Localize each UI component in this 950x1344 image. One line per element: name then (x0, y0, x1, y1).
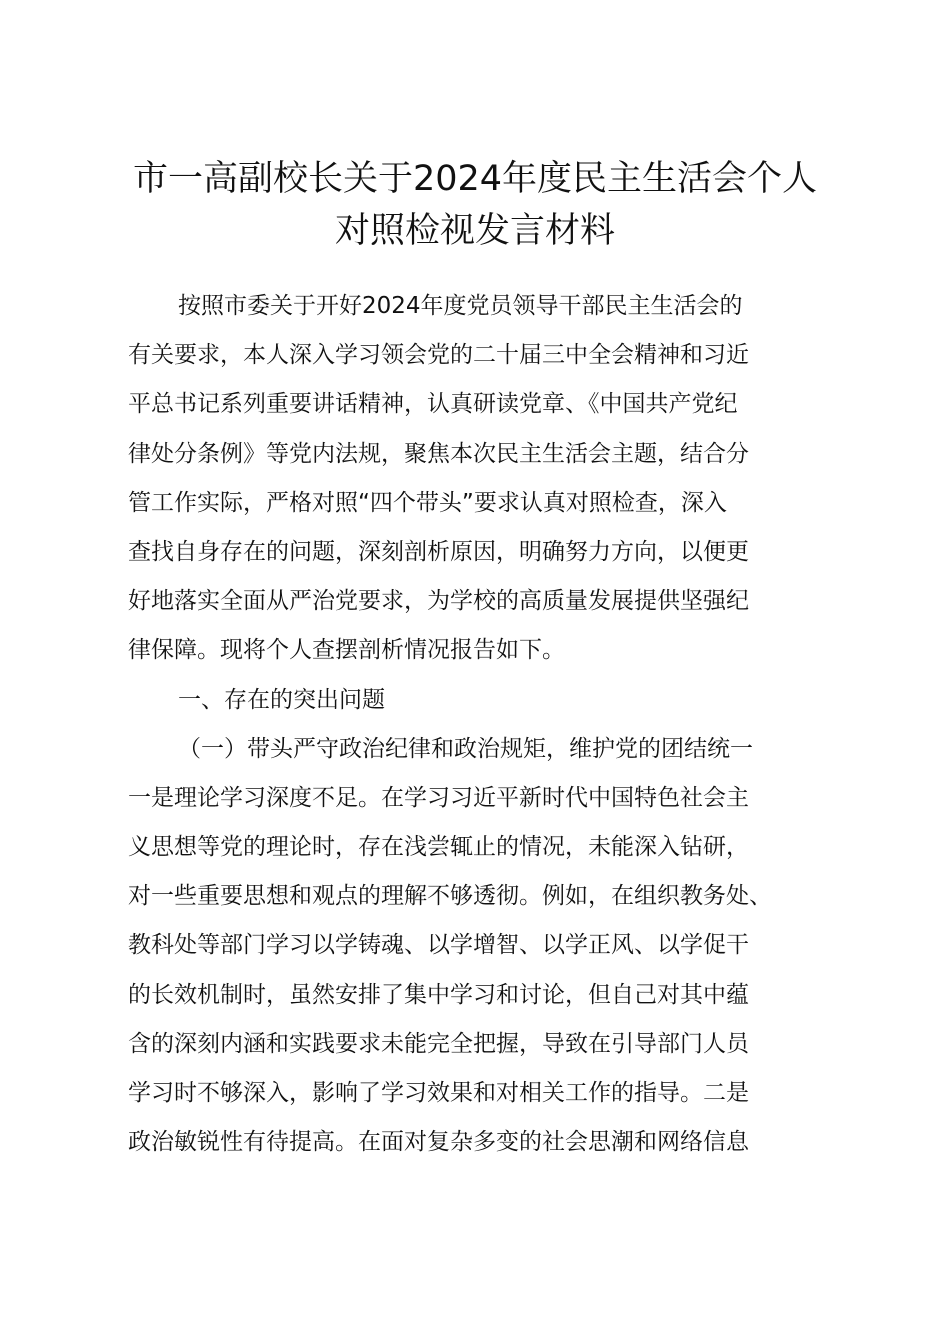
document-title-line-2: 对照检视发言材料 (334, 211, 615, 251)
body-text-line: 一、存在的突出问题 (178, 686, 385, 713)
body-text-line: 有关要求，本人深入学习领会党的二十届三中全会精神和习近 (128, 342, 749, 369)
body-text-line: 律保障。现将个人查摆剖析情况报告如下。 (128, 637, 565, 664)
body-text-line: （一）带头严守政治纪律和政治规矩，维护党的团结统一 (178, 735, 753, 762)
body-text-line: 律处分条例》等党内法规，聚焦本次民主生活会主题，结合分 (128, 440, 749, 467)
body-text-line: 管工作实际，严格对照“四个带头”要求认真对照检查，深入 (128, 489, 727, 516)
body-text-line: 一是理论学习深度不足。在学习习近平新时代中国特色社会主 (128, 784, 749, 811)
body-text-line: 学习时不够深入，影响了学习效果和对相关工作的指导。二是 (128, 1080, 749, 1106)
body-text-line: 政治敏锐性有待提高。在面对复杂多变的社会思潮和网络信息 (128, 1129, 749, 1156)
document-body (128, 282, 834, 1167)
body-text-line: 按照市委关于开好2024年度党员领导干部民主生活会的 (178, 293, 743, 319)
body-text-line: 平总书记系列重要讲话精神，认真研读党章、《中国共产党纪 (128, 391, 738, 418)
body-text-line: 的长效机制时，虽然安排了集中学习和讨论，但自己对其中蕴 (128, 981, 749, 1008)
body-text-line: 教科处等部门学习以学铸魂、以学增智、以学正风、以学促干 (128, 932, 749, 959)
body-text-line: 义思想等党的理论时，存在浅尝辄止的情况，未能深入钻研， (128, 834, 749, 861)
body-text-line: 好地落实全面从严治党要求，为学校的高质量发展提供坚强纪 (128, 588, 749, 615)
document-title-line-1: 市一高副校长关于2024年度民主生活会个人 (132, 159, 818, 199)
body-text-line: 对一些重要思想和观点的理解不够透彻。例如，在组织教务处、 (128, 883, 772, 910)
body-text-line: 含的深刻内涵和实践要求未能完全把握，导致在引导部门人员 (128, 1030, 749, 1057)
body-text-line: 查找自身存在的问题，深刻剖析原因，明确努力方向，以便更 (128, 538, 749, 565)
